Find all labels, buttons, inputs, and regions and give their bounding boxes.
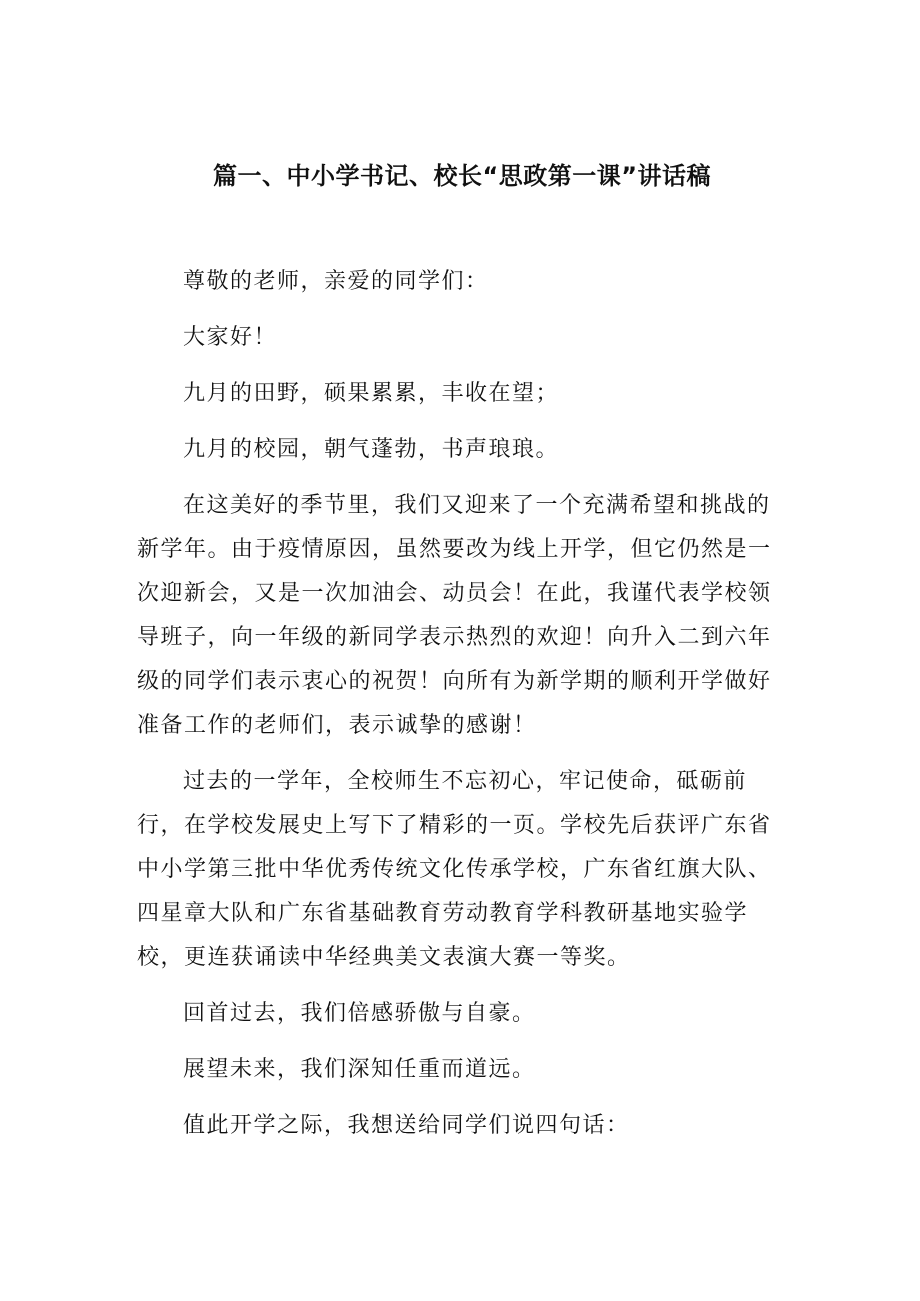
paragraph-looking-forward: 展望未来，我们深知任重而道远。 (183, 1057, 536, 1082)
paragraph-looking-back: 回首过去，我们倍感骄傲与自豪。 (183, 1001, 536, 1026)
document-body (137, 260, 787, 1160)
paragraph-september-campus: 九月的校园，朝气蓬勃，书声琅琅。 (183, 437, 560, 462)
document-title: 篇一、中小学书记、校长“思政第一课”讲话稿 (212, 162, 712, 190)
paragraph-hello: 大家好！ (183, 325, 278, 350)
paragraph-september-fields: 九月的田野，硕果累累，丰收在望； (183, 381, 560, 406)
paragraph-past-year: 过去的一学年，全校师生不忘初心，牢记使命，砥砺前行，在学校发展史上写下了精彩的一页。学校先后获评广东省中小学第三批中华优秀传统文化传承学校，广东省红旗大队、四星章大队和广东省基础教育劳动教育学科教研基地实验学校，更连获诵读中华经典美文表演大赛一等奖。 (137, 769, 772, 970)
paragraph-greeting: 尊敬的老师，亲爱的同学们： (183, 269, 489, 294)
paragraph-new-semester: 在这美好的季节里，我们又迎来了一个充满希望和挑战的新学年。由于疫情原因，虽然要改为线上开学，但它仍然是一次迎新会，又是一次加油会、动员会！在此，我谨代表学校领导班子，向一年级的新同学表示热烈的欢迎！向升入二到六年级的同学们表示衷心的祝贺！向所有为新学期的顺利开学做好准备工作的老师们，表示诚挚的感谢！ (137, 493, 772, 738)
paragraph-four-sentences: 值此开学之际，我想送给同学们说四句话： (183, 1113, 630, 1138)
